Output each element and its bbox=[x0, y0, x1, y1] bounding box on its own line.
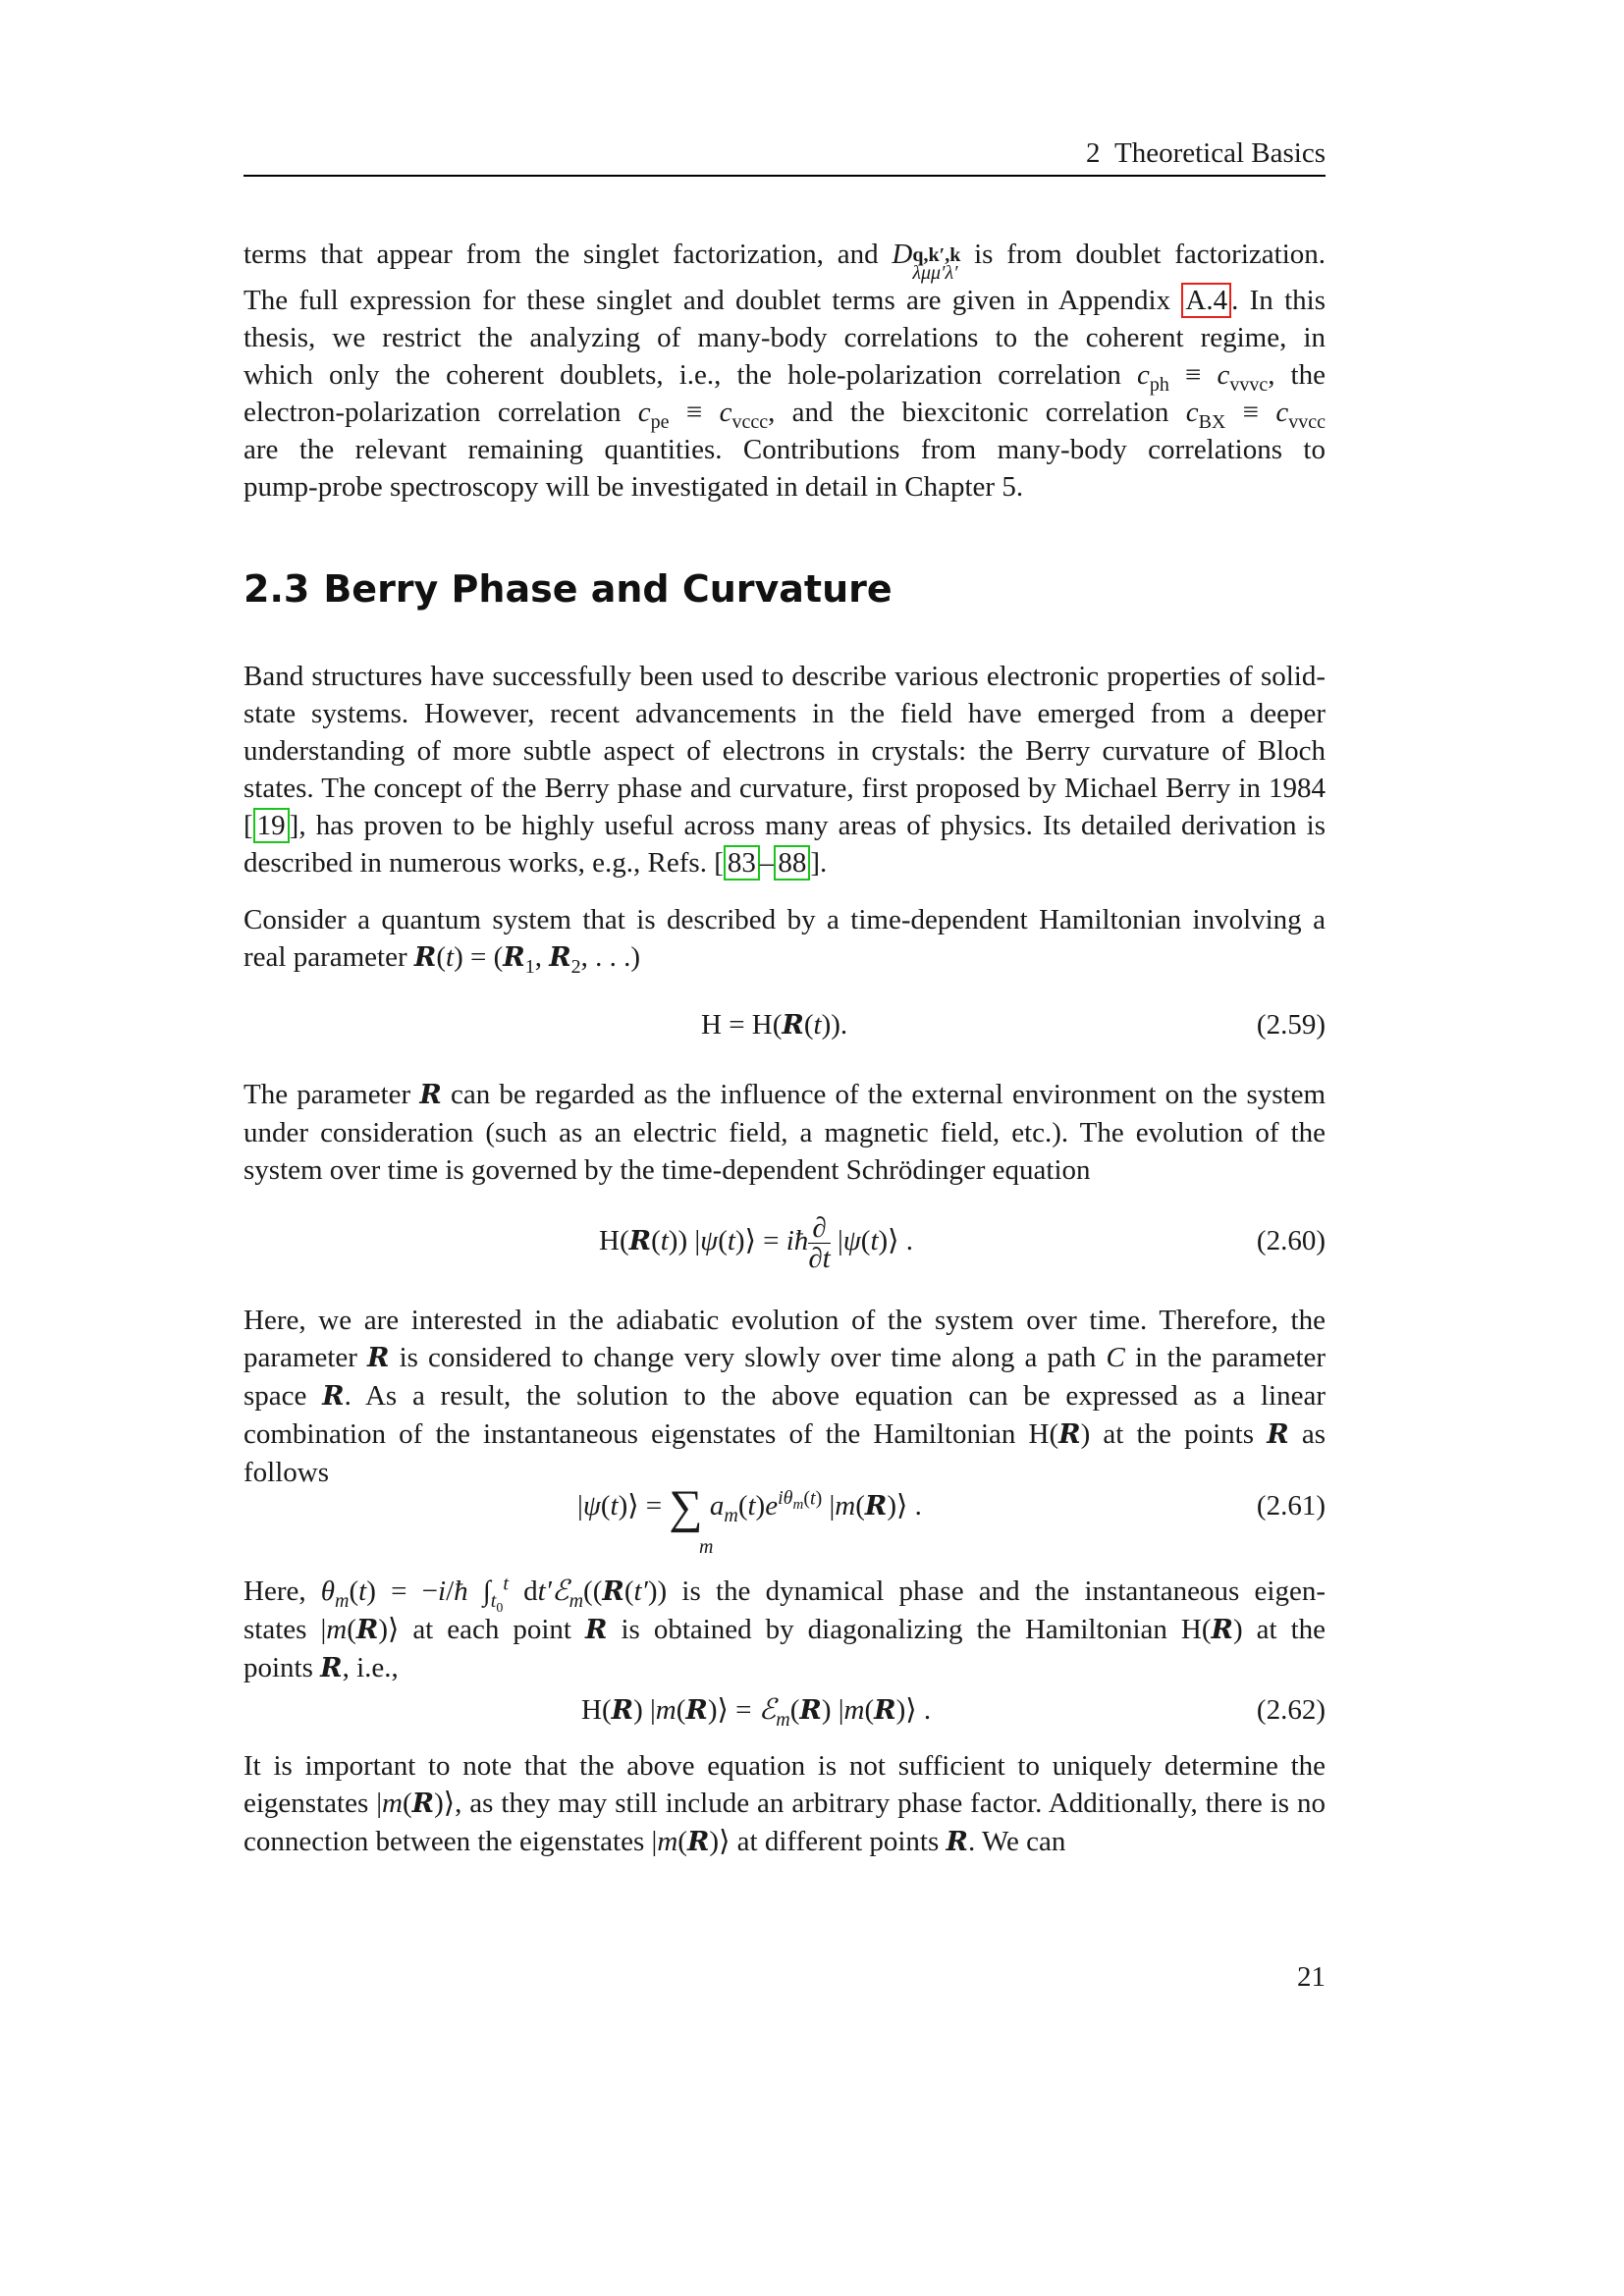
running-header bbox=[244, 133, 1326, 173]
equation-number: (2.61) bbox=[1256, 1490, 1326, 1522]
section-number: 2.3 bbox=[244, 567, 310, 611]
paragraph-parameter: The parameter R can be regarded as the influence of the external environment on the system under consideration (such as an electric field, a magnetic field, etc.). The evolution of the system over time is governed by the time-dependent Schrödinger equation bbox=[244, 1079, 1326, 1186]
paragraph-phase-factor: It is important to note that the above equation is not sufficient to uniquely determine the eigenstates |m(R)⟩, as they may still include an arbitrary phase factor. Additionally, there is no connection between the eigenstates |m(R)⟩ at different points R. We can bbox=[244, 1750, 1326, 1857]
paragraph-dynamical-phase: Here, $\theta_m(t)$ = −i/ħ $\int_{t_0}^t$ dt′ℰ$_m$((R(t′)) is the dynamical phase and the instantaneous eigen- states |m(R)⟩ at each point R is obtained by diagonalizing the Hamiltonian H(R) at the points R, i.e., bbox=[244, 1573, 1326, 1683]
citation-83[interactable]: 83 bbox=[724, 845, 760, 881]
citation-88[interactable]: 88 bbox=[774, 845, 810, 881]
paragraph-adiabatic: Here, we are interested in the adiabatic evolution of the system over time. Therefore, the parameter R is considered to change very slowly over time along a path C in the parameter space R. As a result, the solution to the above equation can be expressed as a linear combination of the instantaneous eigenstates of the Hamiltonian H(R) at the points R as follows bbox=[244, 1305, 1326, 1488]
equation-number: (2.59) bbox=[1256, 1009, 1326, 1041]
section-title: Berry Phase and Curvature bbox=[323, 567, 893, 611]
chapter-title: Theoretical Basics bbox=[1114, 137, 1326, 169]
chapter-number: 2 bbox=[1086, 137, 1101, 169]
page-number: 21 bbox=[1297, 1961, 1326, 1993]
paragraph-quantum-system: Consider a quantum system that is described by a time-dependent Hamiltonian involving a real parameter $R(t) = (R_1$, $R_2$, . . .) bbox=[244, 904, 1326, 978]
page: 2 Theoretical Basics terms that appear from the singlet factorization, and D q,k′,k λμμ′λ′ is from doublet factorization. The full expression for these singlet and doublet terms are given in Appendix A.4 . In this thesis, we restrict the analyzing of many-body correlations to the coherent regime, in which only the coherent doublets, i.e., the hole-polarization correlation $c_{ph} \equiv c_{vvvc}$, the electron-polarization correlation $c_{pe} \equiv c_{vccc}$, and the biexcitonic correlation $c_{BX} \equiv c_{vvcc}$ are the relevant remaining quantities. Contributions from many-body correlations to pump-probe spectroscopy will be investigated in detail in Chapter 5. 2.3 Berry Phase and Curvature Band structures have successfully been used to describe various electronic properties of solid-state systems. However, recent advancements in the field have emerged from a deeper understanding of more subtle aspect of electrons in crystals: the Berry curvature of Bloch states. The concept of the Berry phase and curvature, first proposed by Michael Berry in 1984 [ 19 ], has proven to be highly useful across many areas of physics. Its detailed derivation is described in numerous works, e.g., Refs. [ 83 – 88 ]. Consider a quantum system that is described by a time-dependent Hamiltonian involving a real parameter $R(t) = (R_1$, $R_2$, . . .) H = H(R(t)). (2.59) The parameter R can be regarded as the influence of the external environment on the system under consideration (such as an electric field, a magnetic field, etc.). The evolution of the system over time is governed by the time-dependent Schrödinger equation H(R(t)) |ψ(t)⟩ = iħ $\frac{\partial}{\partial t}$ |ψ(t)⟩ . (2.60) Here, we are interested in the adiabatic evolution of the system over time. Therefore, the parameter R is considered to change very slowly over time along a path C in the parameter space R. As a result, the solution to the above equation can be expressed as a linear combination of the instantaneous eigenstates of the Hamiltonian H(R) at the points R as follows |ψ(t)⟩ = ∑ $a_m(t)e^{i\theta_m(t)}$ |m(R)⟩ . m (2.61) Here, $\theta_m(t)$ = −i/ħ $\int_{t_0}^t$ dt′ℰ$_m$((R(t′)) is the dynamical phase and the instantaneous eigen- states |m(R)⟩ at each point R is obtained by diagonalizing the Hamiltonian H(R) at the points R, i.e., H(R) |m(R)⟩ = ℰ$_m$(R) |m(R)⟩ . (2.62) It is important to note that the above equation is not sufficient to uniquely determine the eigenstates |m(R)⟩, as they may still include an arbitrary phase factor. Additionally, there is no connection between the eigenstates |m(R)⟩ at different points R. We can 21 bbox=[0, 0, 1624, 2296]
citation-19[interactable]: 19 bbox=[253, 808, 290, 843]
paragraph-berry-intro: Band structures have successfully been used to describe various electronic properties of solid-state systems. However, recent advancements in the field have emerged from a deeper understanding of more subtle aspect of electrons in crystals: the Berry curvature of Bloch states. The concept of the Berry phase and curvature, first proposed by Michael Berry in 1984 [ 19 ], has proven to be highly useful across many areas of physics. Its detailed derivation is described in numerous works, e.g., Refs. [ 83 – 88 ]. bbox=[244, 661, 1326, 879]
header-rule bbox=[244, 175, 1326, 177]
appendix-link[interactable]: A.4 bbox=[1181, 283, 1231, 318]
equation-number: (2.62) bbox=[1256, 1694, 1326, 1726]
equation-number: (2.60) bbox=[1256, 1225, 1326, 1256]
paragraph-correlations: terms that appear from the singlet factorization, and D q,k′,k λμμ′λ′ is from doublet factorization. The full expression for these singlet and doublet terms are given in Appendix A.4 . In this thesis, we restrict the analyzing of many-body correlations to the coherent regime, in which only the coherent doublets, i.e., the hole-polarization correlation $c_{ph} \equiv c_{vvvc}$, the electron-polarization correlation $c_{pe} \equiv c_{vccc}$, and the biexcitonic correlation $c_{BX} \equiv c_{vvcc}$ are the relevant remaining quantities. Contributions from many-body correlations to pump-probe spectroscopy will be investigated in detail in Chapter 5. bbox=[244, 239, 1326, 503]
section-heading bbox=[244, 563, 893, 614]
